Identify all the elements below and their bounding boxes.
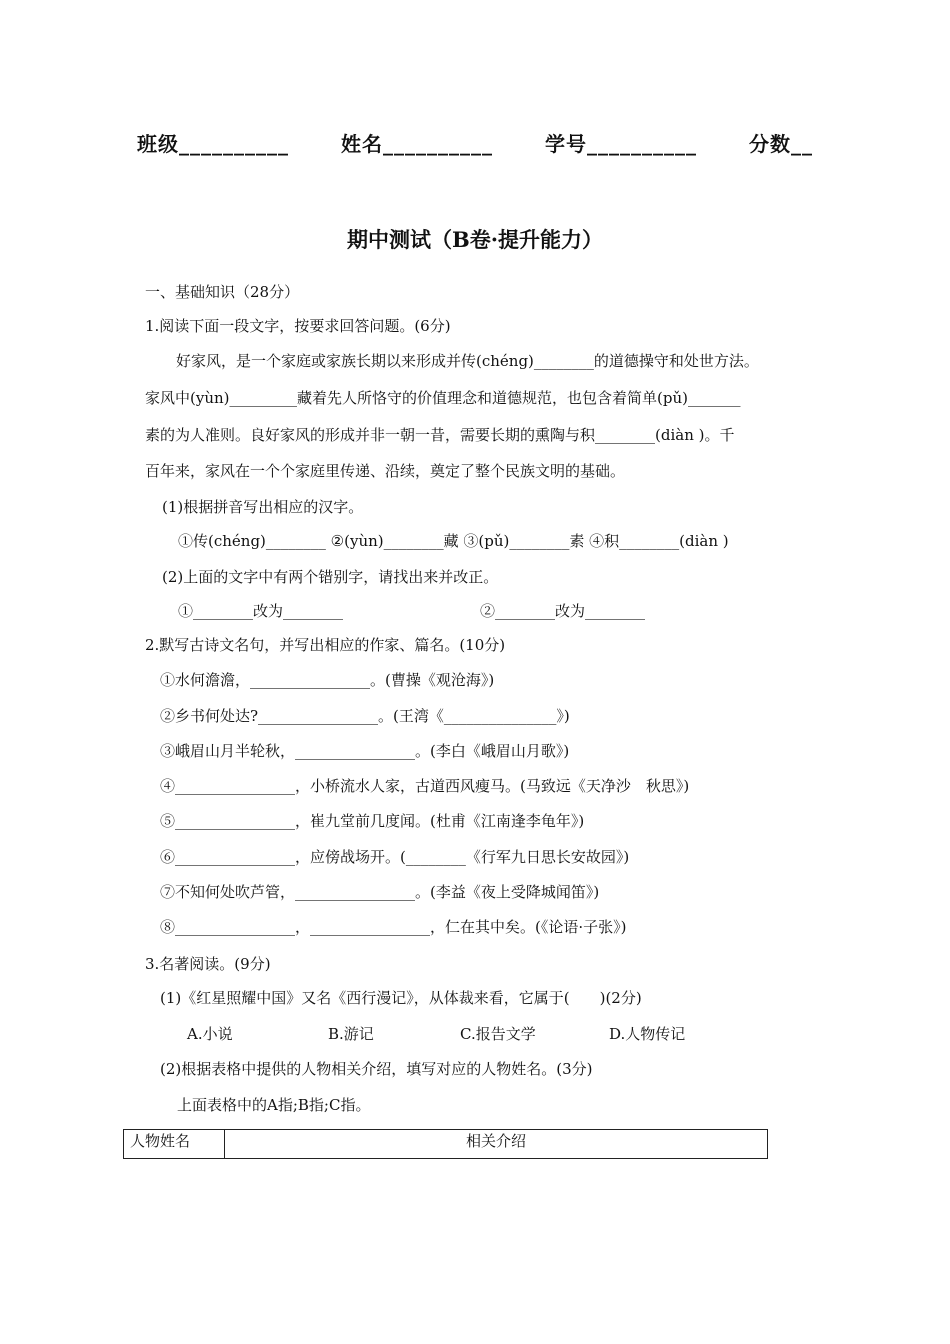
exam-title: 期中测试（B卷·提升能力） xyxy=(346,227,604,252)
q1-sub1-blanks[interactable]: ①传(chéng)________ ②(yùn)________藏 ③(pǔ)________素 ④积________(diàn ) xyxy=(178,532,729,550)
q3-option-d[interactable]: D.人物传记 xyxy=(609,1025,686,1043)
q1-sub1: (1)根据拼音写出相应的汉字。 xyxy=(162,498,364,516)
q1-paragraph-line: 百年来，家风在一个个家庭里传递、沿续，奠定了整个民族文明的基础。 xyxy=(145,462,626,480)
name-field[interactable]: 姓名__________ xyxy=(341,132,494,156)
q2-item[interactable]: ⑥________________，应傍战场开。(________《行军九日思长安故园》) xyxy=(160,848,630,866)
q1-sub2-answer-b[interactable]: ②________改为________ xyxy=(480,602,646,620)
q3-option-a[interactable]: A.小说 xyxy=(187,1025,233,1043)
q3-sub1: (1)《红星照耀中国》又名《西行漫记》，从体裁来看，它属于( )(2分) xyxy=(160,989,642,1007)
q2-item[interactable]: ⑦不知何处吹芦管，________________。(李益《夜上受降城闻笛》) xyxy=(160,883,600,901)
score-field[interactable]: 分数__ xyxy=(748,132,813,156)
q1-sub2-answer-a[interactable]: ①________改为________ xyxy=(178,602,344,620)
q2-item[interactable]: ④________________，小桥流水人家，古道西风瘦马。(马致远《天净沙 秋思》) xyxy=(160,777,690,795)
q1-paragraph-line: 家风中(yùn)_________藏着先人所恪守的价值理念和道德规范，也包含着简单(pǔ)_______ xyxy=(145,389,741,407)
q3-option-b[interactable]: B.游记 xyxy=(328,1025,374,1043)
table-header-name: 人物姓名 xyxy=(124,1130,225,1159)
table-header-intro: 相关介绍 xyxy=(225,1130,768,1159)
q2-item[interactable]: ⑤________________，崔九堂前几度闻。(杜甫《江南逢李龟年》) xyxy=(160,812,585,830)
table-row xyxy=(124,1130,768,1159)
q2-item[interactable]: ⑧________________，________________，仁在其中矣。(《论语·子张》) xyxy=(160,918,627,936)
q1-paragraph-line: 好家风，是一个家庭或家族长期以来形成并传(chéng)________的道德操守和处世方法。 xyxy=(176,352,759,370)
student-info-header xyxy=(0,128,950,157)
class-field[interactable]: 班级__________ xyxy=(137,132,290,156)
q2-item[interactable]: ①水何澹澹，________________。(曹操《观沧海》) xyxy=(160,671,495,689)
q2-stem: 2.默写古诗文名句，并写出相应的作家、篇名。(10分) xyxy=(145,636,506,654)
q1-sub2: (2)上面的文字中有两个错别字，请找出来并改正。 xyxy=(162,568,499,586)
q1-paragraph-line: 素的为人准则。良好家风的形成并非一朝一昔，需要长期的熏陶与积________(diàn )。千 xyxy=(145,426,735,444)
q3-stem: 3.名著阅读。(9分) xyxy=(145,955,271,973)
q2-item[interactable]: ②乡书何处达?________________。(王湾《_______________》) xyxy=(160,707,570,725)
section-heading-basics: 一、基础知识（28分） xyxy=(145,283,300,301)
q3-sub2: (2)根据表格中提供的人物相关介绍，填写对应的人物姓名。(3分) xyxy=(160,1060,593,1078)
q3-option-c[interactable]: C.报告文学 xyxy=(460,1025,536,1043)
q1-stem: 1.阅读下面一段文字，按要求回答问题。(6分) xyxy=(145,317,451,335)
q3-sub2-note: 上面表格中的A指;B指;C指。 xyxy=(177,1096,371,1114)
student-number-field[interactable]: 学号__________ xyxy=(544,132,697,156)
q2-item[interactable]: ③峨眉山月半轮秋，________________。(李白《峨眉山月歌》) xyxy=(160,742,570,760)
character-intro-table xyxy=(123,1129,768,1159)
